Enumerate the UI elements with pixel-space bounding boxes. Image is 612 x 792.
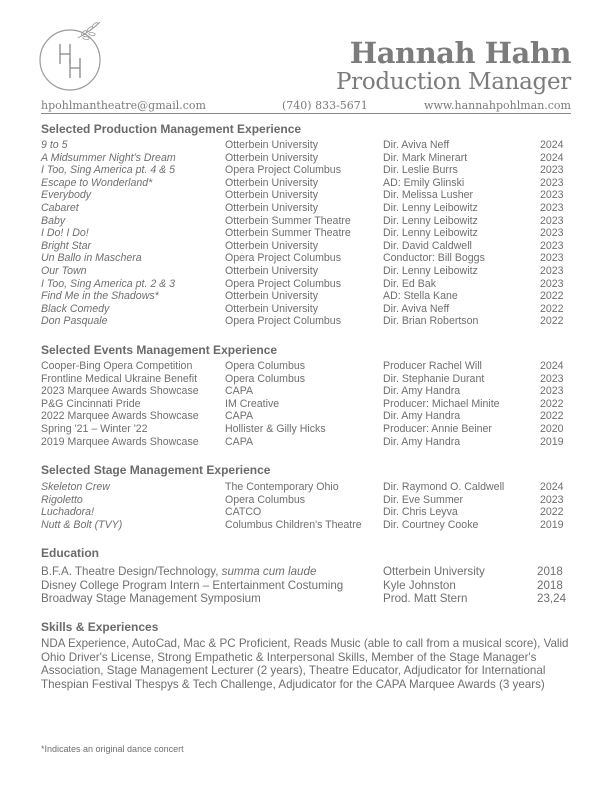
organization: Opera Project Columbus xyxy=(225,252,341,265)
organization: Otterbein University xyxy=(225,290,319,303)
year: 2024 xyxy=(540,360,564,372)
table-row xyxy=(41,506,571,519)
resume-name: Hannah Hahn xyxy=(349,36,571,70)
credit: Dir. Mark Minerart xyxy=(383,151,468,164)
year: 2020 xyxy=(540,422,564,435)
credit: Dir. Leslie Burrs xyxy=(383,164,458,177)
table-row xyxy=(41,398,571,411)
show-title: Cabaret xyxy=(41,201,79,214)
event-title: 2019 Marquee Awards Showcase xyxy=(41,435,199,448)
year: 2023 xyxy=(540,164,564,177)
year: 2023 xyxy=(540,201,564,214)
degree-honor: summa cum laude xyxy=(221,565,317,578)
year: 2022 xyxy=(540,410,564,423)
year: 23,24 xyxy=(537,592,567,606)
organization: Opera Columbus xyxy=(225,372,306,385)
table-row xyxy=(41,385,571,398)
organization: Otterbein Summer Theatre xyxy=(225,227,351,240)
table-row xyxy=(41,215,571,228)
institution: Otterbein University xyxy=(383,565,485,578)
year: 2023 xyxy=(540,264,564,277)
stage-section xyxy=(41,462,571,531)
show-title: Escape to Wonderland* xyxy=(41,176,153,189)
year: 2022 xyxy=(540,506,564,519)
table-row xyxy=(41,373,571,386)
credit: Dir. Lenny Leibowitz xyxy=(383,264,478,277)
show-title: Bright Star xyxy=(41,239,92,252)
education-list xyxy=(41,565,571,606)
degree xyxy=(41,565,316,579)
institution: Prod. Matt Stern xyxy=(383,592,468,606)
contact-bar xyxy=(41,99,571,114)
event-title: Frontline Medical Ukraine Benefit xyxy=(41,372,198,385)
year: 2023 xyxy=(540,227,564,240)
degree: Disney College Program Intern – Entertainment Costuming xyxy=(41,578,344,592)
credit: Dir. Amy Handra xyxy=(383,435,461,448)
year: 2023 xyxy=(540,214,564,227)
show-title: Our Town xyxy=(41,264,87,277)
show-title: A Midsummer Night's Dream xyxy=(41,151,176,164)
credit: Dir. Amy Handra xyxy=(383,410,461,423)
table-row xyxy=(41,278,571,291)
show-title: Don Pasquale xyxy=(41,315,108,328)
organization: Otterbein Summer Theatre xyxy=(225,214,351,227)
production-section xyxy=(41,121,571,328)
table-row xyxy=(41,265,571,278)
education-section xyxy=(41,545,571,606)
credit: Dir. Aviva Neff xyxy=(383,302,450,315)
table-row xyxy=(41,423,571,436)
organization: Opera Project Columbus xyxy=(225,277,341,290)
year: 2023 xyxy=(540,189,564,202)
table-row xyxy=(41,177,571,190)
year: 2024 xyxy=(540,151,564,164)
show-title: Baby xyxy=(41,214,66,227)
organization: Columbus Children's Theatre xyxy=(225,518,362,531)
event-title: P&G Cincinnati Pride xyxy=(41,397,141,410)
skills-section xyxy=(41,619,571,692)
organization: Otterbein University xyxy=(225,189,319,202)
organization: Otterbein University xyxy=(225,302,319,315)
organization: Hollister & Gilly Hicks xyxy=(225,422,326,435)
show-title: Everybody xyxy=(41,189,92,202)
organization: Otterbein University xyxy=(225,139,319,151)
year: 2022 xyxy=(540,290,564,303)
credit: Producer Rachel Will xyxy=(383,360,482,372)
organization: Opera Project Columbus xyxy=(225,315,341,328)
institution: Kyle Johnston xyxy=(383,578,456,592)
credit: AD: Emily Glinski xyxy=(383,176,465,189)
resume-title: Production Manager xyxy=(335,69,571,95)
credit: Dir. Courtney Cooke xyxy=(383,518,479,531)
show-title: Rigoletto xyxy=(41,493,83,506)
credit: Dir. Aviva Neff xyxy=(383,139,450,151)
degree-title: B.F.A. Theatre Design/Technology, xyxy=(41,565,222,578)
show-title: Skeleton Crew xyxy=(41,481,110,493)
organization: Otterbein University xyxy=(225,201,319,214)
credit: Dir. Brian Robertson xyxy=(383,315,479,328)
event-title: Spring '21 – Winter '22 xyxy=(41,422,148,435)
year: 2024 xyxy=(540,139,564,151)
section-heading: Selected Events Management Experience xyxy=(41,343,278,357)
credit: Dir. Lenny Leibowitz xyxy=(383,214,478,227)
table-row xyxy=(41,592,571,606)
table-row xyxy=(41,290,571,303)
table-row xyxy=(41,494,571,507)
table-row xyxy=(41,139,571,152)
organization: Otterbein University xyxy=(225,151,319,164)
organization: CAPA xyxy=(225,385,254,398)
production-list xyxy=(41,139,571,328)
table-row xyxy=(41,189,571,202)
table-row xyxy=(41,202,571,215)
year: 2023 xyxy=(540,372,564,385)
organization: CATCO xyxy=(225,506,262,519)
section-heading: Skills & Experiences xyxy=(41,620,159,634)
credit: Dir. Chris Leyva xyxy=(383,506,458,519)
table-row xyxy=(41,436,571,449)
year: 2023 xyxy=(540,176,564,189)
credit: AD: Stella Kane xyxy=(383,290,458,303)
credit: Dir. Melissa Lusher xyxy=(383,189,474,202)
show-title: I Do! I Do! xyxy=(41,227,89,240)
year: 2023 xyxy=(540,385,564,398)
organization: Otterbein University xyxy=(225,176,319,189)
organization: Opera Columbus xyxy=(225,360,306,372)
show-title: Nutt & Bolt (TVY) xyxy=(41,518,123,531)
section-heading: Selected Production Management Experience xyxy=(41,122,302,136)
year: 2018 xyxy=(537,578,563,592)
year: 2018 xyxy=(537,565,563,578)
organization: CAPA xyxy=(225,410,254,423)
credit: Dir. Ed Bak xyxy=(383,277,436,290)
event-title: 2023 Marquee Awards Showcase xyxy=(41,385,199,398)
credit: Dir. Stephanie Durant xyxy=(383,372,485,385)
monogram-logo xyxy=(34,16,108,100)
website-link[interactable]: www.hannahpohlman.com xyxy=(424,99,571,112)
email-link[interactable]: hpohlmantheatre@gmail.com xyxy=(41,99,206,112)
year: 2024 xyxy=(540,481,564,493)
table-row xyxy=(41,565,571,579)
organization: IM Creative xyxy=(225,397,280,410)
footnote: *Indicates an original dance concert xyxy=(41,744,184,754)
credit: Dir. Eve Summer xyxy=(383,493,464,506)
table-row xyxy=(41,519,571,532)
organization: Opera Project Columbus xyxy=(225,164,341,177)
table-row xyxy=(41,315,571,328)
section-heading: Education xyxy=(41,546,100,560)
organization: Otterbein University xyxy=(225,239,319,252)
year: 2023 xyxy=(540,252,564,265)
show-title: Find Me in the Shadows* xyxy=(41,290,159,303)
credit: Dir. Lenny Leibowitz xyxy=(383,201,478,214)
event-title: 2022 Marquee Awards Showcase xyxy=(41,410,199,423)
show-title: Black Comedy xyxy=(41,302,110,315)
show-title: I Too, Sing America pt. 2 & 3 xyxy=(41,277,176,290)
credit: Producer: Michael Minite xyxy=(383,397,500,410)
section-heading: Selected Stage Management Experience xyxy=(41,463,271,477)
organization: Otterbein University xyxy=(225,264,319,277)
phone-number: (740) 833-5671 xyxy=(282,99,368,112)
table-row xyxy=(41,152,571,165)
table-row xyxy=(41,164,571,177)
table-row xyxy=(41,481,571,494)
events-list xyxy=(41,360,571,448)
credit: Dir. Amy Handra xyxy=(383,385,461,398)
events-section xyxy=(41,342,571,448)
table-row xyxy=(41,303,571,316)
organization: CAPA xyxy=(225,435,254,448)
stage-list xyxy=(41,481,571,531)
table-row xyxy=(41,579,571,593)
table-row xyxy=(41,360,571,373)
show-title: I Too, Sing America pt. 4 & 5 xyxy=(41,164,176,177)
event-title: Cooper-Bing Opera Competition xyxy=(41,360,193,372)
show-title: Luchadora! xyxy=(41,506,95,519)
year: 2019 xyxy=(540,518,564,531)
show-title: Un Ballo in Maschera xyxy=(41,252,142,265)
credit: Dir. Lenny Leibowitz xyxy=(383,227,478,240)
table-row xyxy=(41,252,571,265)
table-row xyxy=(41,227,571,240)
year: 2019 xyxy=(540,435,564,448)
organization: Opera Columbus xyxy=(225,493,306,506)
table-row xyxy=(41,410,571,423)
credit: Dir. Raymond O. Caldwell xyxy=(383,481,505,493)
year: 2022 xyxy=(540,315,564,328)
credit: Producer: Annie Beiner xyxy=(383,422,492,435)
year: 2022 xyxy=(540,302,564,315)
year: 2022 xyxy=(540,397,564,410)
year: 2023 xyxy=(540,239,564,252)
skills-paragraph: NDA Experience, AutoCad, Mac & PC Proficient, Reads Music (able to call from a musical score), Valid Ohio Driver's License, Strong Empathetic & Interpersonal Skills, Member of the Stage Manager's Association, Stage Management Lecturer (2 years), Theatre Educator, Adjudicator for International Thespian Festival Thespys & Tech Challenge, Adjudicator for the CAPA Marquee Awards (3 years) xyxy=(41,637,569,692)
table-row xyxy=(41,240,571,253)
organization: The Contemporary Ohio xyxy=(225,481,339,493)
year: 2023 xyxy=(540,277,564,290)
year: 2023 xyxy=(540,493,564,506)
monogram-logo-svg xyxy=(34,16,108,100)
show-title: 9 to 5 xyxy=(41,139,68,151)
credit: Dir. David Caldwell xyxy=(383,239,472,252)
degree: Broadway Stage Management Symposium xyxy=(41,592,261,606)
credit: Conductor: Bill Boggs xyxy=(383,252,485,265)
